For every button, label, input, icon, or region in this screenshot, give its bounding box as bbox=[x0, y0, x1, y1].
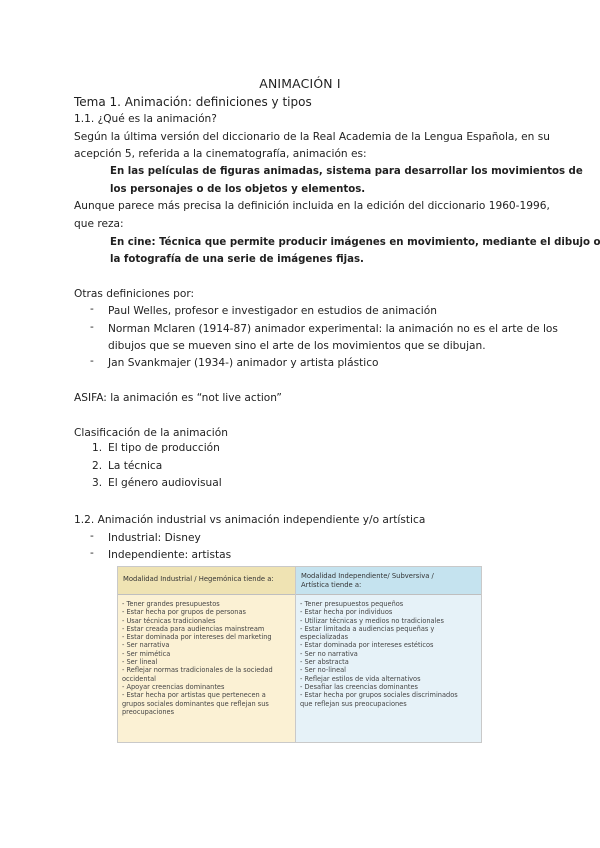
classification-item: El tipo de producción bbox=[108, 442, 220, 454]
table-trait-line: - Tener grandes presupuestos bbox=[122, 600, 220, 608]
topic-heading: Tema 1. Animación: definiciones y tipos bbox=[74, 95, 312, 109]
classification-label: Clasificación de la animación bbox=[74, 427, 228, 439]
independent-header-line-1: Modalidad Independiente/ Subversiva / bbox=[301, 572, 434, 580]
mid-paragraph-line-1: Aunque parece más precisa la definición incluida en la edición del diccionario 1960-1996, bbox=[74, 200, 550, 212]
table-trait-line: - Usar técnicas tradicionales bbox=[122, 616, 216, 625]
independent-item: Independiente: artistas bbox=[108, 549, 232, 561]
other-definitions-label: Otras definiciones por: bbox=[74, 288, 195, 300]
classification-item: El género audiovisual bbox=[108, 477, 222, 489]
table-trait-line: - Estar hecha por individuos bbox=[300, 608, 393, 617]
definition-item-welles: Paul Welles, profesor e investigador en estudios de animación bbox=[108, 305, 437, 317]
quote-1-line-1: En las películas de figuras animadas, sistema para desarrollar los movimientos de bbox=[110, 166, 583, 177]
quote-1-line-2: los personajes o de los objetos y elementos. bbox=[110, 184, 366, 195]
list-number: 3. bbox=[92, 477, 103, 489]
table-trait-line: - Ser lineal bbox=[122, 658, 158, 667]
table-trait-line: - Apoyar creencias dominantes bbox=[122, 682, 225, 691]
industrial-column bbox=[118, 567, 296, 742]
dash-bullet: - bbox=[90, 321, 94, 333]
intro-paragraph-line-1: Según la última versión del diccionario de la Real Academia de la Lengua Española, en su bbox=[74, 131, 550, 143]
table-trait-line: que reflejan sus preocupaciones bbox=[300, 699, 407, 708]
independent-column bbox=[296, 567, 481, 742]
industrial-traits-list bbox=[122, 600, 273, 716]
independent-header-line-2: Artística tiende a: bbox=[301, 580, 362, 589]
mid-paragraph-line-2: que reza: bbox=[74, 218, 124, 230]
quote-2-line-2: la fotografía de una serie de imágenes fijas. bbox=[110, 254, 364, 265]
table-trait-line: - Tener presupuestos pequeños bbox=[300, 600, 404, 608]
intro-paragraph-line-2: acepción 5, referida a la cinematografía, animación es: bbox=[74, 148, 367, 160]
industrial-column-header bbox=[118, 567, 295, 595]
list-number: 2. bbox=[92, 460, 103, 472]
table-trait-line: - Ser no-lineal bbox=[300, 666, 347, 675]
table-trait-line: - Estar creada para audiencias mainstream bbox=[122, 624, 265, 633]
section-heading-1-1: 1.1. ¿Qué es la animación? bbox=[74, 113, 217, 125]
definition-item-mclaren-line-1: Norman Mclaren (1914-87) animador experimental: la animación no es el arte de los bbox=[108, 323, 558, 335]
table-trait-line: - Reflejar normas tradicionales de la sociedad bbox=[122, 666, 273, 675]
industrial-header-text: Modalidad Industrial / Hegemónica tiende a: bbox=[123, 575, 274, 583]
table-trait-line: - Ser mimética bbox=[122, 649, 171, 658]
list-number: 1. bbox=[92, 442, 103, 454]
table-trait-line: especializadas bbox=[300, 633, 349, 642]
table-trait-line: - Estar limitada a audiencias pequeñas y bbox=[300, 624, 435, 633]
table-trait-line: - Ser abstracta bbox=[300, 658, 349, 667]
definition-item-mclaren-line-2: dibujos que se mueven sino el arte de los movimientos que se dibujan. bbox=[108, 340, 486, 352]
table-trait-line: - Reflejar estilos de vida alternativos bbox=[300, 674, 421, 683]
document-title: ANIMACIÓN I bbox=[259, 76, 341, 91]
industrial-item: Industrial: Disney bbox=[108, 532, 201, 544]
dash-bullet: - bbox=[90, 530, 94, 542]
table-trait-line: - Estar hecha por grupos de personas bbox=[122, 608, 246, 617]
table-trait-line: - Estar hecha por grupos sociales discriminados bbox=[300, 691, 458, 700]
comparison-table-image bbox=[117, 566, 482, 743]
dash-bullet: - bbox=[90, 303, 94, 315]
table-trait-line: grupos sociales dominantes que reflejan sus bbox=[122, 699, 269, 708]
table-trait-line: - Ser no narrativa bbox=[300, 649, 358, 658]
definition-item-svankmajer: Jan Svankmajer (1934-) animador y artista plástico bbox=[108, 357, 379, 369]
classification-item: La técnica bbox=[108, 460, 163, 472]
table-trait-line: occidental bbox=[122, 674, 156, 683]
independent-column-header bbox=[296, 567, 481, 595]
table-trait-line: - Utilizar técnicas y medios no tradicionales bbox=[300, 616, 444, 625]
independent-traits-list bbox=[300, 600, 458, 708]
table-trait-line: - Desafiar las creencias dominantes bbox=[300, 682, 418, 691]
dash-bullet: - bbox=[90, 355, 94, 367]
dash-bullet: - bbox=[90, 547, 94, 559]
quote-2-line-1: En cine: Técnica que permite producir imágenes en movimiento, mediante el dibujo o bbox=[110, 237, 600, 248]
table-trait-line: - Ser narrativa bbox=[122, 641, 170, 650]
table-trait-line: - Estar dominada por intereses del marketing bbox=[122, 633, 272, 642]
table-trait-line: - Estar dominada por intereses estéticos bbox=[300, 641, 434, 650]
table-trait-line: preocupaciones bbox=[122, 707, 175, 716]
section-heading-1-2: 1.2. Animación industrial vs animación independiente y/o artística bbox=[74, 514, 426, 526]
asifa-definition: ASIFA: la animación es “not live action” bbox=[74, 392, 282, 404]
table-trait-line: - Estar hecha por artistas que pertenecen a bbox=[122, 691, 266, 700]
